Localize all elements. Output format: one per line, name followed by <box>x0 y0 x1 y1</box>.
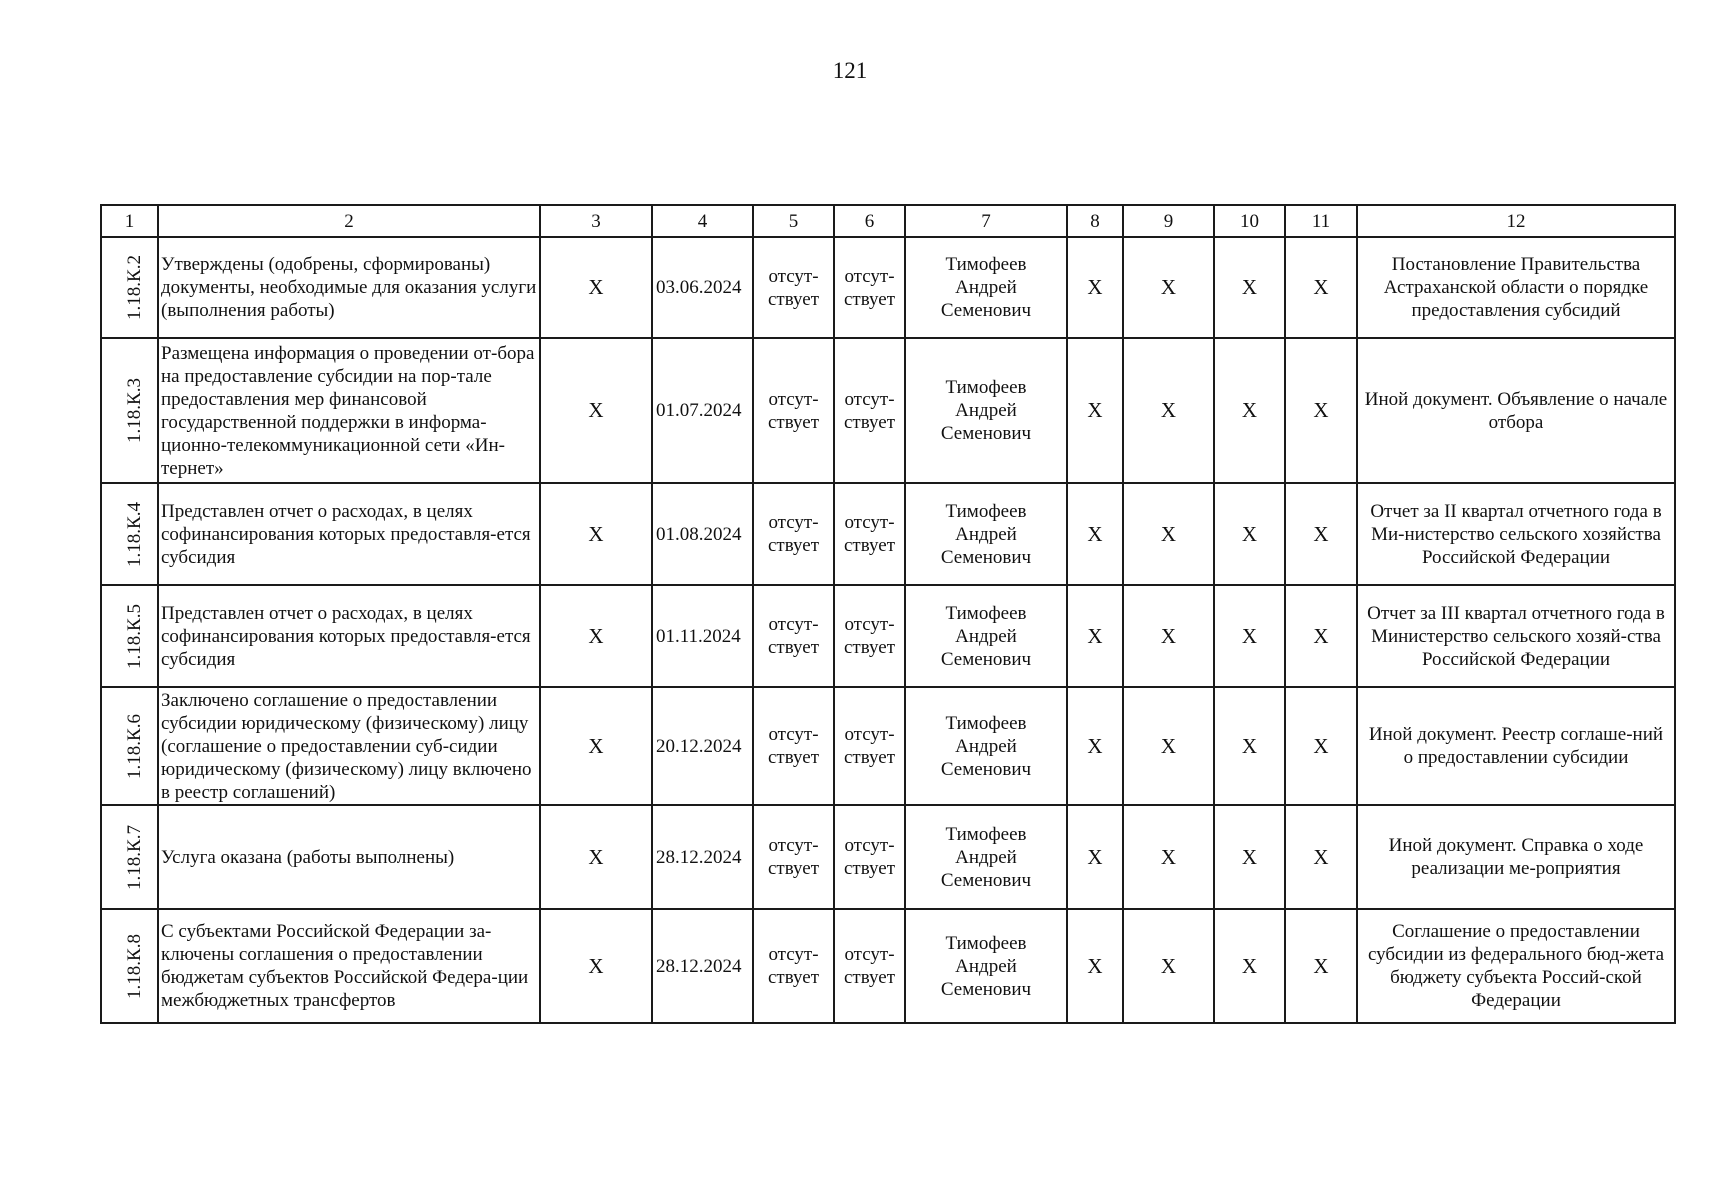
confirming-document: Иной документ. Реестр соглаше-ний о предоставлении субсидии <box>1357 687 1675 805</box>
due-date: 01.08.2024 <box>652 483 753 585</box>
event-description: Утверждены (одобрены, сформированы) документы, необходимые для оказания услуги (выполнения работы) <box>158 237 540 338</box>
col3-value: X <box>540 585 652 687</box>
col8-value: X <box>1067 585 1123 687</box>
col8-value: X <box>1067 237 1123 338</box>
responsible-person <box>905 483 1067 585</box>
col5-value: отсут-ствует <box>753 585 834 687</box>
event-description: Представлен отчет о расходах, в целях софинансирования которых предоставля-ется субсидия <box>158 483 540 585</box>
due-date: 28.12.2024 <box>652 909 753 1023</box>
col11-value: X <box>1285 585 1357 687</box>
col8-value: X <box>1067 338 1123 483</box>
row-number: 1.18.К.6 <box>123 713 145 779</box>
col10-value: X <box>1214 687 1285 805</box>
responsible-name-part: Семенович <box>940 300 1032 321</box>
col10-value: X <box>1214 909 1285 1023</box>
event-description: Услуга оказана (работы выполнены) <box>158 805 540 909</box>
col6-value: отсут-ствует <box>834 805 905 909</box>
col5-value: отсут-ствует <box>753 237 834 338</box>
col3-value: X <box>540 687 652 805</box>
col10-value: X <box>1214 805 1285 909</box>
confirming-document: Соглашение о предоставлении субсидии из федерального бюд-жета бюджету субъекта Россий-ской Федерации <box>1357 909 1675 1023</box>
col8-value: X <box>1067 687 1123 805</box>
col11-value: X <box>1285 805 1357 909</box>
column-header-8: 8 <box>1067 205 1123 237</box>
col6-value: отсут-ствует <box>834 237 905 338</box>
due-date: 01.07.2024 <box>652 338 753 483</box>
table-row <box>101 237 1675 338</box>
column-header-12: 12 <box>1357 205 1675 237</box>
responsible-name-part: Андрей <box>955 846 1017 868</box>
page-number: 121 <box>832 58 868 83</box>
plan-table <box>100 204 1676 1024</box>
col9-value: X <box>1123 338 1214 483</box>
col10-value: X <box>1214 338 1285 483</box>
col9-value: X <box>1123 687 1214 805</box>
col9-value: X <box>1123 805 1214 909</box>
col3-value: X <box>540 237 652 338</box>
col10-value: X <box>1214 237 1285 338</box>
col11-value: X <box>1285 338 1357 483</box>
col10-value: X <box>1214 483 1285 585</box>
column-header-5: 5 <box>753 205 834 237</box>
row-number-cell <box>101 687 158 805</box>
responsible-person <box>905 585 1067 687</box>
due-date: 28.12.2024 <box>652 805 753 909</box>
responsible-name-part: Семенович <box>940 758 1032 780</box>
responsible-name-part: Тимофеев <box>945 712 1027 734</box>
col10-value: X <box>1214 585 1285 687</box>
row-number-cell <box>101 338 158 483</box>
header-row <box>101 205 1675 237</box>
col9-value: X <box>1123 909 1214 1023</box>
col11-value: X <box>1285 909 1357 1023</box>
col3-value: X <box>540 909 652 1023</box>
col8-value: X <box>1067 805 1123 909</box>
column-header-10: 10 <box>1214 205 1285 237</box>
responsible-name-part: Андрей <box>955 735 1017 757</box>
column-header-11: 11 <box>1285 205 1357 237</box>
col5-value: отсут-ствует <box>753 687 834 805</box>
row-number-cell <box>101 483 158 585</box>
col6-value: отсут-ствует <box>834 585 905 687</box>
col5-value: отсут-ствует <box>753 338 834 483</box>
confirming-document: Иной документ. Справка о ходе реализации ме-роприятия <box>1357 805 1675 909</box>
row-number: 1.18.К.4 <box>123 501 145 567</box>
confirming-document: Отчет за II квартал отчетного года в Ми-нистерство сельского хозяйства Российской Федерации <box>1357 483 1675 585</box>
responsible-name-part: Андрей <box>955 400 1017 421</box>
responsible-name-part: Семенович <box>940 546 1032 568</box>
responsible-name-part: Тимофеев <box>945 932 1027 954</box>
table-row <box>101 483 1675 585</box>
confirming-document: Отчет за III квартал отчетного года в Министерство сельского хозяй-ства Российской Федерации <box>1357 585 1675 687</box>
column-header-2: 2 <box>158 205 540 237</box>
col6-value: отсут-ствует <box>834 483 905 585</box>
responsible-person <box>905 909 1067 1023</box>
table-row <box>101 687 1675 805</box>
confirming-document: Постановление Правительства Астраханской области о порядке предоставления субсидий <box>1357 237 1675 338</box>
confirming-document: Иной документ. Объявление о начале отбора <box>1357 338 1675 483</box>
col6-value: отсут-ствует <box>834 909 905 1023</box>
column-header-7: 7 <box>905 205 1067 237</box>
col8-value: X <box>1067 909 1123 1023</box>
col3-value: X <box>540 805 652 909</box>
table-row <box>101 909 1675 1023</box>
column-header-1: 1 <box>101 205 158 237</box>
column-header-3: 3 <box>540 205 652 237</box>
event-description: Представлен отчет о расходах, в целях софинансирования которых предоставля-ется субсидия <box>158 585 540 687</box>
event-description: С субъектами Российской Федерации за-ключены соглашения о предоставлении бюджетам субъектов Российской Федера-ции межбюджетных трансфертов <box>158 909 540 1023</box>
column-header-6: 6 <box>834 205 905 237</box>
responsible-name-part: Тимофеев <box>945 500 1027 522</box>
row-number-cell <box>101 585 158 687</box>
col8-value: X <box>1067 483 1123 585</box>
responsible-name-part: Андрей <box>955 523 1017 545</box>
col3-value: X <box>540 338 652 483</box>
col11-value: X <box>1285 483 1357 585</box>
responsible-name-part: Тимофеев <box>945 602 1027 624</box>
col9-value: X <box>1123 585 1214 687</box>
responsible-person <box>905 687 1067 805</box>
event-description: Размещена информация о проведении от-бора на предоставление субсидии на пор-тале предоставления мер финансовой государственной поддержки в информа-ционно-телекоммуникационной сети «Ин-тернет» <box>158 338 540 483</box>
responsible-name-part: Семенович <box>940 648 1032 670</box>
column-header-9: 9 <box>1123 205 1214 237</box>
col11-value: X <box>1285 687 1357 805</box>
due-date: 03.06.2024 <box>652 237 753 338</box>
col5-value: отсут-ствует <box>753 909 834 1023</box>
row-number: 1.18.К.8 <box>123 933 145 999</box>
table-body <box>101 237 1675 1023</box>
responsible-name-part: Семенович <box>940 869 1032 891</box>
due-date: 01.11.2024 <box>652 585 753 687</box>
row-number-cell <box>101 805 158 909</box>
col3-value: X <box>540 483 652 585</box>
row-number-cell <box>101 909 158 1023</box>
responsible-name-part: Андрей <box>955 625 1017 647</box>
column-header-4: 4 <box>652 205 753 237</box>
table-row <box>101 585 1675 687</box>
row-number: 1.18.К.5 <box>123 603 145 669</box>
responsible-name-part: Семенович <box>940 978 1032 1000</box>
row-number: 1.18.К.3 <box>123 378 145 443</box>
responsible-name-part: Тимофеев <box>945 823 1027 845</box>
due-date: 20.12.2024 <box>652 687 753 805</box>
row-number: 1.18.К.7 <box>123 824 145 890</box>
responsible-name-part: Тимофеев <box>945 254 1027 275</box>
responsible-person <box>905 237 1067 338</box>
responsible-name-part: Андрей <box>955 955 1017 977</box>
col9-value: X <box>1123 483 1214 585</box>
col11-value: X <box>1285 237 1357 338</box>
col6-value: отсут-ствует <box>834 338 905 483</box>
row-number: 1.18.К.2 <box>123 255 145 320</box>
table-row <box>101 338 1675 483</box>
col6-value: отсут-ствует <box>834 687 905 805</box>
row-number-cell <box>101 237 158 338</box>
table-row <box>101 805 1675 909</box>
col5-value: отсут-ствует <box>753 805 834 909</box>
event-description: Заключено соглашение о предоставлении субсидии юридическому (физическому) лицу (соглашение о предоставлении суб-сидии юридическому (физическому) лицу включено в реестр соглашений) <box>158 687 540 805</box>
responsible-person <box>905 805 1067 909</box>
responsible-name-part: Семенович <box>940 423 1032 444</box>
responsible-name-part: Андрей <box>955 277 1017 298</box>
col9-value: X <box>1123 237 1214 338</box>
responsible-name-part: Тимофеев <box>945 377 1027 398</box>
responsible-person <box>905 338 1067 483</box>
col5-value: отсут-ствует <box>753 483 834 585</box>
